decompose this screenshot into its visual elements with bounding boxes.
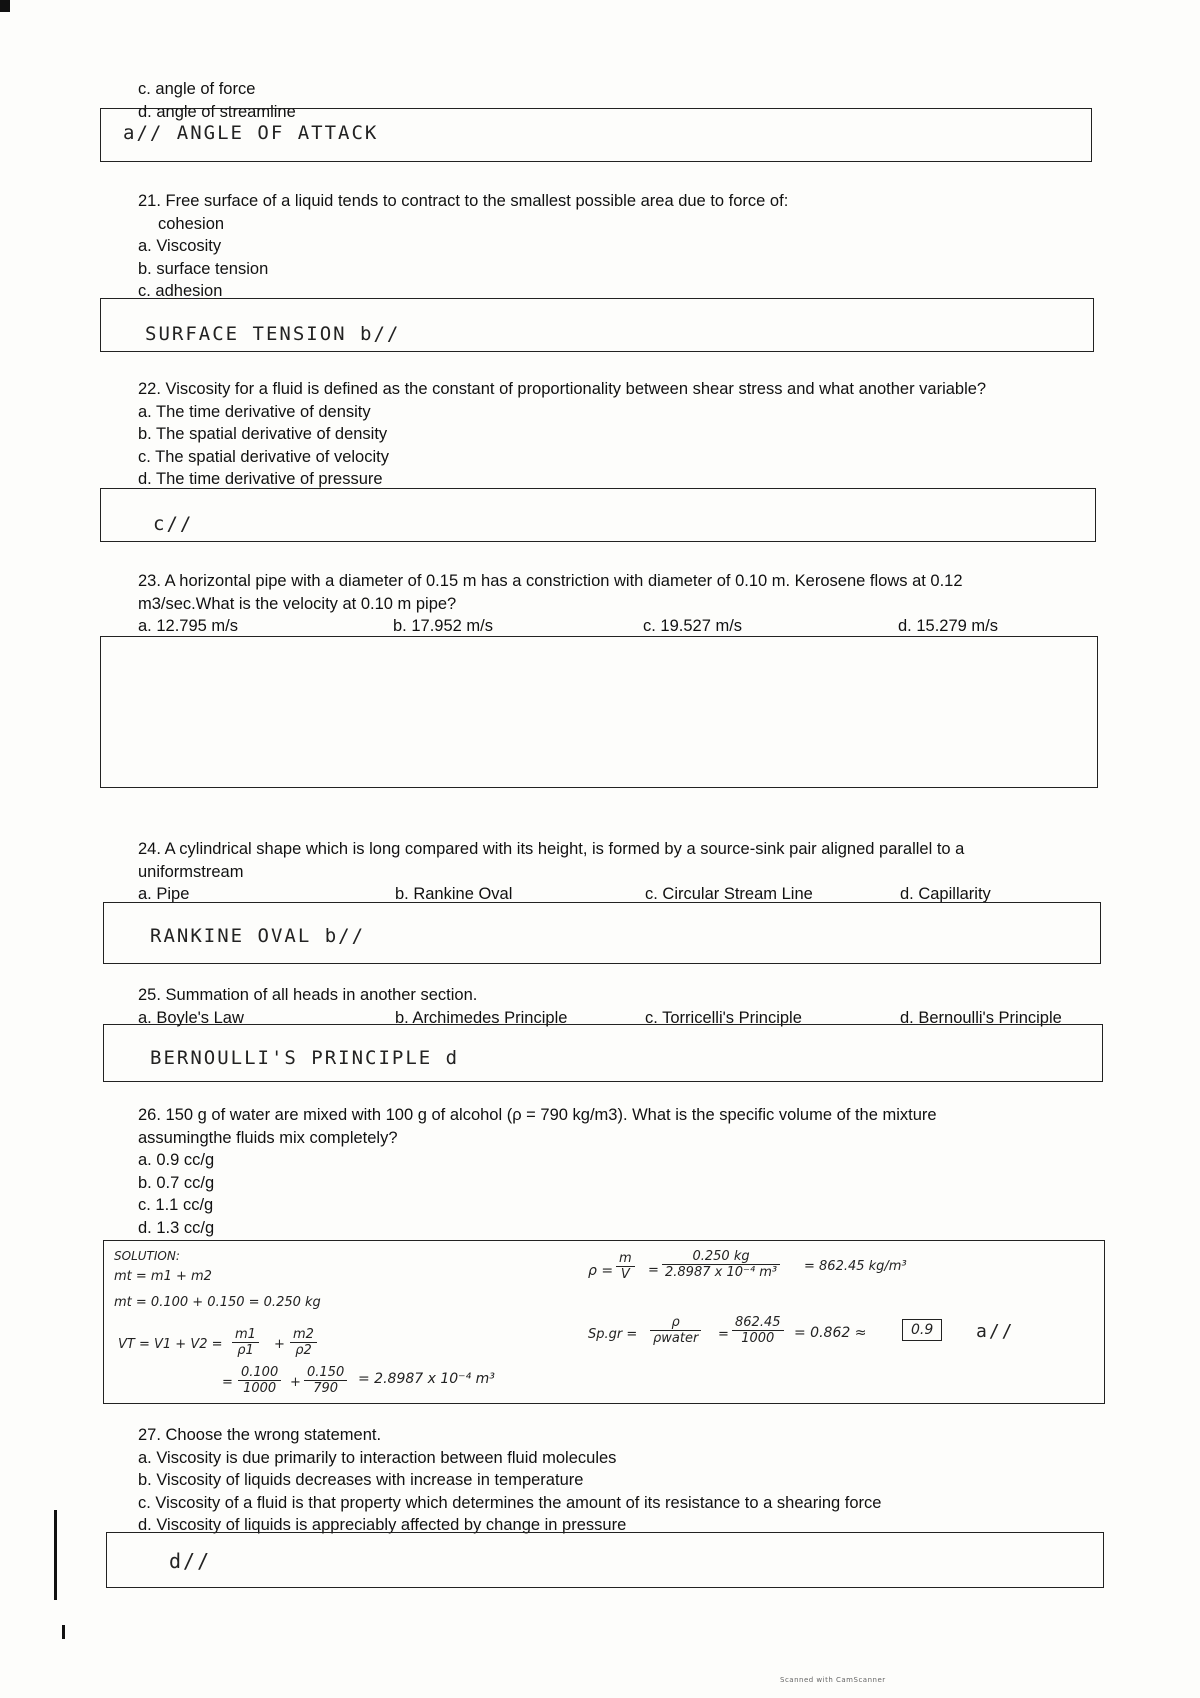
solution-density-result: = 862.45 kg/m³ (804, 1259, 907, 1274)
option-b: b. Viscosity of liquids decreases with increase in temperature (138, 1471, 584, 1489)
solution-fraction: $\frac{862.45}{1000}$ (732, 1315, 784, 1346)
answer-box-25 (103, 1024, 1103, 1082)
option-c: c. adhesion (138, 282, 223, 300)
scan-edge-mark (54, 1510, 57, 1600)
handwritten-answer-27: d// (169, 1549, 212, 1573)
option-text: cohesion (158, 214, 225, 233)
solution-fraction: $\frac{m2}{\rho 2}$ (290, 1327, 317, 1358)
solution-volume-lhs: VT = V1 + V2 = (118, 1337, 223, 1352)
scanner-watermark: Scanned with CamScanner (780, 1676, 886, 1684)
option-a: a. Pipe (138, 885, 190, 903)
solution-fraction: $\frac{0.150}{790}$ (304, 1365, 347, 1396)
solution-fraction: $\frac{m1}{\rho 1}$ (232, 1327, 259, 1358)
question-text-line-2: uniformstream (138, 862, 244, 881)
solution-heading: SOLUTION: (114, 1249, 180, 1263)
equals-sign: = (648, 1263, 659, 1278)
scan-edge-mark (62, 1625, 65, 1639)
answer-box-21 (100, 298, 1094, 352)
question-23 (138, 570, 1058, 637)
question-25 (138, 984, 1062, 1029)
solution-fraction: $\frac{m}{V}$ (616, 1251, 635, 1282)
solution-volume-result: = 2.8987 x 10⁻⁴ m³ (358, 1371, 495, 1387)
option-b: b. Archimedes Principle (395, 1008, 568, 1027)
handwritten-answer-26: a// (976, 1321, 1015, 1342)
solution-mass-sum: mt = m1 + m2 (114, 1269, 212, 1284)
option-a: a. 0.9 cc/g (138, 1151, 215, 1169)
option-d: d. angle of streamline (138, 102, 296, 121)
option-c: c. The spatial derivative of velocity (138, 447, 389, 466)
question-text: 21. Free surface of a liquid tends to contract to the smallest possible area due to force of: (138, 192, 789, 210)
equals-sign: = (222, 1375, 233, 1390)
scan-corner-mark (0, 0, 10, 12)
solution-boxed-answer: 0.9 (902, 1319, 942, 1341)
question-text-line-1: 26. 150 g of water are mixed with 100 g of alcohol (ρ = 790 kg/m3). What is the specific volume of the mixture (138, 1106, 937, 1124)
solution-fraction: ρ ρwater (650, 1315, 701, 1346)
answer-box-20 (100, 108, 1092, 162)
question-21 (138, 190, 1058, 303)
question-text-line-2: assumingthe fluids mix completely? (138, 1128, 398, 1147)
option-a: a. 12.795 m/s (138, 617, 238, 635)
question-text-line-1: 23. A horizontal pipe with a diameter of 0.15 m has a constriction with diameter of 0.10 m. Kerosene flows at 0.12 (138, 572, 963, 590)
option-d: d. 1.3 cc/g (138, 1218, 215, 1237)
answer-box-22 (100, 488, 1096, 542)
question-text: 22. Viscosity for a fluid is defined as the constant of proportionality between shear stress and what another variable? (138, 380, 987, 398)
answer-box-23 (100, 636, 1098, 788)
option-a: a. Boyle's Law (138, 1008, 244, 1027)
solution-fraction: $\frac{0.100}{1000}$ (238, 1365, 281, 1396)
handwritten-answer-25: BERNOULLI'S PRINCIPLE d (150, 1047, 460, 1069)
option-a: a. Viscosity (138, 237, 222, 255)
plus-sign: + (274, 1337, 285, 1352)
handwritten-answer-22: c// (153, 513, 194, 535)
option-b: b. The spatial derivative of density (138, 425, 388, 443)
question-27 (138, 1424, 1058, 1537)
handwritten-answer-21: SURFACE TENSION b// (145, 323, 401, 345)
question-26 (138, 1104, 1058, 1239)
solution-mass-total: mt = 0.100 + 0.150 = 0.250 kg (114, 1295, 321, 1310)
question-text-line-1: 24. A cylindrical shape which is long compared with its height, is formed by a source-sink pair aligned parallel to a (138, 840, 965, 858)
option-c: c. Torricelli's Principle (645, 1008, 802, 1027)
solution-fraction: $\frac{0.250 kg}{\text{2.8987 x 10⁻⁴ m³}}$ (662, 1249, 780, 1280)
plus-sign: + (290, 1375, 301, 1390)
option-a: a. The time derivative of density (138, 402, 371, 421)
option-d: d. Bernoulli's Principle (900, 1008, 1062, 1027)
option-d: d. 15.279 m/s (898, 617, 998, 635)
solution-density-lhs: ρ = (588, 1263, 614, 1279)
option-c: c. 1.1 cc/g (138, 1196, 214, 1214)
answer-box-24 (103, 902, 1101, 964)
equals-sign: = (718, 1327, 729, 1342)
option-b: b. Rankine Oval (395, 885, 513, 903)
question-text: 25. Summation of all heads in another section. (138, 986, 478, 1004)
option-b: b. 17.952 m/s (393, 617, 493, 635)
option-c: c. Circular Stream Line (645, 885, 813, 903)
question-24 (138, 838, 1058, 905)
option-d: d. Viscosity of liquids is appreciably affected by change in pressure (138, 1516, 627, 1534)
option-b: b. surface tension (138, 259, 269, 278)
option-c: c. Viscosity of a fluid is that property which determines the amount of its resistance to a shearing force (138, 1493, 882, 1512)
option-d: d. Capillarity (900, 885, 991, 903)
question-text-line-2: m3/sec.What is the velocity at 0.10 m pipe? (138, 594, 457, 613)
answer-box-26 (103, 1240, 1105, 1404)
option-d: d. The time derivative of pressure (138, 470, 383, 488)
option-b: b. 0.7 cc/g (138, 1173, 215, 1192)
solution-specific-gravity-lhs: Sp.gr = (588, 1327, 638, 1342)
solution-specific-gravity-result: = 0.862 ≈ (794, 1325, 867, 1341)
answer-box-27 (106, 1532, 1104, 1588)
option-a: a. Viscosity is due primarily to interaction between fluid molecules (138, 1448, 617, 1467)
question-text: 27. Choose the wrong statement. (138, 1426, 382, 1444)
question-22 (138, 378, 1058, 491)
option-c: c. angle of force (138, 80, 256, 98)
handwritten-answer-24: RANKINE OVAL b// (150, 925, 366, 947)
option-c: c. 19.527 m/s (643, 617, 743, 635)
handwritten-answer-20: a// ANGLE OF ATTACK (123, 122, 379, 144)
